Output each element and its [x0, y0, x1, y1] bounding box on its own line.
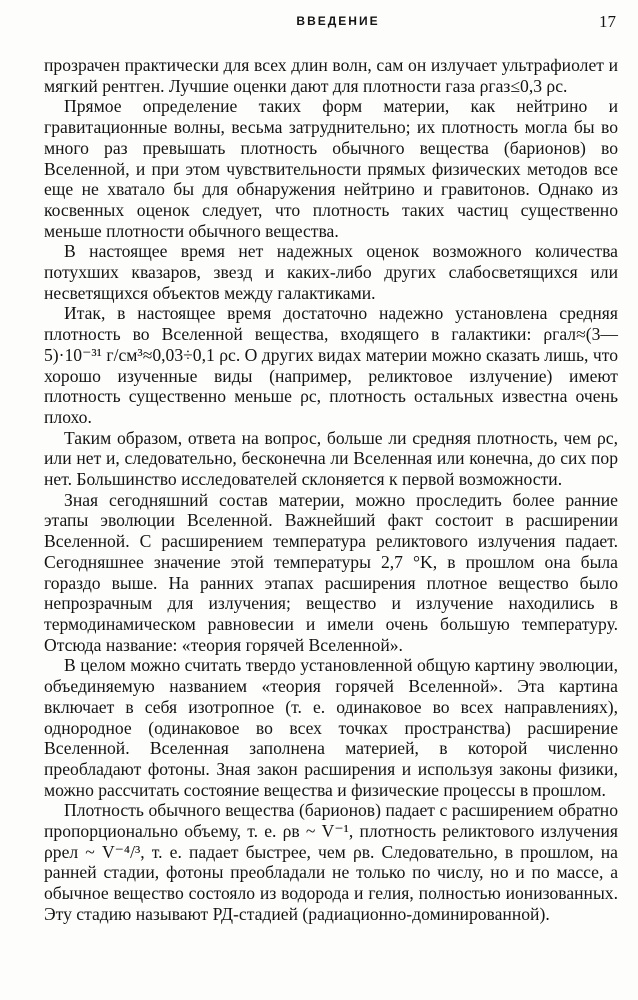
paragraph: Зная сегодняшний состав материи, можно проследить более ранние этапы эволюции Вселенной. Важнейший факт состоит в расширении Вселенной. С расширением температура реликтового излучения падает. Сегодняшнее значение этой температуры 2,7 °K, в прошлом она была гораздо выше. На ранних этапах расширения плотное вещество было непрозрачным для излучения; вещество и излучение находились в термодинамическом равновесии и имели очень большую температуру. Отсюда название: «теория горячей Вселенной».: [44, 489, 618, 655]
chapter-title: ВВЕДЕНИЕ: [296, 14, 380, 28]
paragraph: Итак, в настоящее время достаточно надежно установлена средняя плотность во Вселенной вещества, входящего в галактики: ρгал≈(3—5)·10⁻³¹ г/см³≈0,03÷0,1 ρc. О других видах материи можно сказать лишь, что хорошо изученные виды (например, реликтовое излучение) имеют плотность существенно меньше ρc, плотность остальных известна очень плохо.: [44, 303, 618, 427]
paragraph: В целом можно считать твердо установленной общую картину эволюции, объединяемую названием «теория горячей Вселенной». Эта картина включает в себя изотропное (т. е. одинаковое во всех направлениях), однородное (одинаковое во всех точках пространства) расширение Вселенной. Вселенная заполнена материей, в которой численно преобладают фотоны. Зная закон расширения и используя законы физики, можно рассчитать состояние вещества и физические процессы в прошлом.: [44, 655, 618, 800]
running-header: [58, 12, 618, 32]
paragraph: Прямое определение таких форм материи, как нейтрино и гравитационные волны, весьма затруднительно; их плотность могла бы во много раз превышать плотность обычного вещества (барионов) во Вселенной, и при этом чувствительности прямых физических методов все еще не хватало бы для обнаружения нейтрино и гравитонов. Однако из косвенных оценок следует, что плотность таких частиц существенно меньше плотности обычного вещества.: [44, 96, 618, 241]
page-number: 17: [599, 12, 616, 31]
paragraph: В настоящее время нет надежных оценок возможного количества потухших квазаров, звезд и каких-либо других слабосветящихся или несветящихся объектов между галактиками.: [44, 241, 618, 303]
paragraph: Таким образом, ответа на вопрос, больше ли средняя плотность, чем ρc, или нет и, следовательно, бесконечна ли Вселенная или конечна, до сих пор нет. Большинство исследователей склоняется к первой возможности.: [44, 427, 618, 490]
paragraph: Плотность обычного вещества (барионов) падает с расширением обратно пропорционально объему, т. е. ρв ~ V⁻¹, плотность реликтового излучения ρрел ~ V⁻⁴/³, т. е. падает быстрее, чем ρв. Следовательно, в прошлом, на ранней стадии, фотоны преобладали не только по числу, но и по массе, а обычное вещество состояло из водорода и гелия, полностью ионизованных. Эту стадию называют РД-стадией (радиационно-доминированной).: [44, 800, 618, 924]
paragraph: прозрачен практически для всех длин волн, сам он излучает ультрафиолет и мягкий рентген. Лучшие оценки дают для плотности газа ρгаз≤0,3 ρc.: [44, 55, 618, 96]
body-text: [44, 55, 618, 925]
